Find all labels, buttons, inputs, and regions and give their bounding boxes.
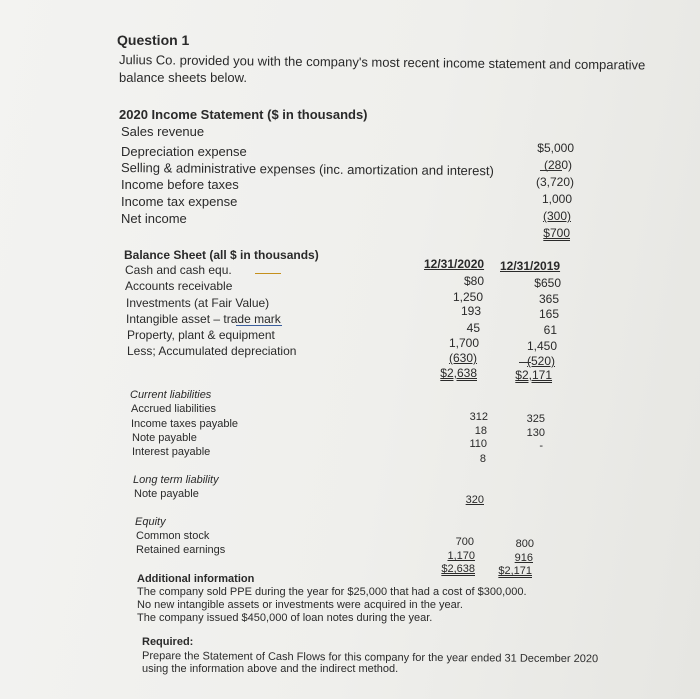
bs-label-ppe: Property, plant & equipment [127,328,275,342]
cl-2020-interest: 8 [479,453,486,465]
is-value-income-before-taxes: 1,000 [541,192,572,206]
cl-2019-note-payable: - [539,440,543,452]
eq-2019-common-stock: 800 [515,538,534,550]
required-line2: using the information above and the indirect method. [142,663,399,675]
ltl-label-note-payable: Note payable [134,488,199,500]
bs-label-ar: Accounts receivable [125,279,233,293]
bs-2019-cash: $650 [534,276,561,290]
eq-2020-retained-earnings: 1,170 [447,550,475,562]
is-label-income-tax: Income tax expense [121,194,238,209]
income-statement-title: 2020 Income Statement ($ in thousands) [119,107,368,122]
bs-2020-ppe: 1,700 [448,336,479,350]
bs-2019-total-assets: $2,171 [515,368,552,382]
additional-info-line3: The company issued $450,000 of loan notes during the year. [137,612,433,624]
ltl-2020-note-payable: 320 [465,494,484,506]
bs-2019-accum-dep: (520) [526,354,555,368]
equity-heading: Equity [135,516,166,528]
is-label-depreciation: Depreciation expense [121,144,247,159]
bs-2020-ar: 1,250 [452,290,483,304]
cl-label-interest: Interest payable [132,446,211,458]
question-intro-line2: balance sheets below. [119,70,247,85]
bs-label-accum-dep: Less; Accumulated depreciation [127,344,297,358]
eq-2020-common-stock: 700 [455,536,474,548]
cl-label-note-payable: Note payable [132,432,197,444]
cash-equ-highlight [255,273,281,274]
is-label-sales: Sales revenue [121,124,205,139]
balance-sheet-title: Balance Sheet (all $ in thousands) [124,248,319,262]
cl-2019-income-taxes: 130 [526,427,545,439]
additional-info-line2: No new intangible assets or investments were acquired in the year. [137,599,463,611]
bs-2019-investments: 165 [538,307,559,321]
required-line1: Prepare the Statement of Cash Flows for this company for the year ended 31 December 2020 [141,650,599,666]
bs-label-investments: Investments (at Fair Value) [126,296,270,310]
bs-label-intangible: Intangible asset – trade mark [126,312,281,326]
bs-2019-intangible: 61 [543,323,557,337]
eq-2020-total: $2,638 [441,563,475,575]
required-heading: Required: [142,636,194,648]
cl-label-income-taxes: Income taxes payable [131,418,239,430]
bs-2019-ar: 365 [538,292,559,306]
is-value-depreciation: (280) [543,158,572,172]
bs-2020-investments: 193 [460,304,481,318]
is-label-net-income: Net income [121,211,187,226]
is-label-selling-admin: Selling & administrative expenses (inc. amortization and interest) [120,160,494,179]
long-term-liability-heading: Long term liability [133,474,219,486]
bs-col-2020: 12/31/2020 [424,257,485,271]
bs-label-cash-text: Cash and cash equ. [125,263,232,277]
bs-col-2019: 12/31/2019 [500,259,561,273]
cl-2020-accrued: 312 [469,411,488,423]
eq-2019-total: $2,171 [498,565,532,577]
eq-label-retained-earnings: Retained earnings [136,544,226,556]
additional-info-line1: The company sold PPE during the year for $25,000 that had a cost of $300,000. [137,586,527,598]
additional-info-heading: Additional information [137,573,255,585]
is-value-income-tax: (300) [542,209,571,223]
cl-label-accrued: Accrued liabilities [131,403,216,415]
bs-2020-accum-dep: (630) [448,351,477,365]
cl-2019-accrued: 325 [526,413,545,425]
eq-2019-retained-earnings: 916 [514,552,533,564]
is-value-selling-admin: (3,720) [535,175,574,189]
cl-2020-note-payable: 110 [469,438,487,450]
question-intro-line1: Julius Co. provided you with the company's most recent income statement and comparative [118,52,646,73]
is-value-net-income: $700 [543,226,570,240]
bs-2019-dep-dash [519,362,531,363]
is-depreciation-underline [540,170,562,171]
trade-mark-underline [236,325,282,326]
bs-2019-ppe: 1,450 [526,339,557,353]
question-title: Question 1 [117,32,190,48]
bs-2020-intangible: 45 [466,321,480,335]
bs-label-cash [125,263,232,277]
current-liabilities-heading: Current liabilities [130,389,212,401]
bs-2020-cash: $80 [463,274,484,288]
is-value-sales: $5,000 [537,141,574,155]
eq-label-common-stock: Common stock [136,530,210,542]
is-label-income-before-taxes: Income before taxes [121,177,239,192]
cl-2020-income-taxes: 18 [474,425,487,437]
bs-2020-total-assets: $2,638 [440,366,477,380]
